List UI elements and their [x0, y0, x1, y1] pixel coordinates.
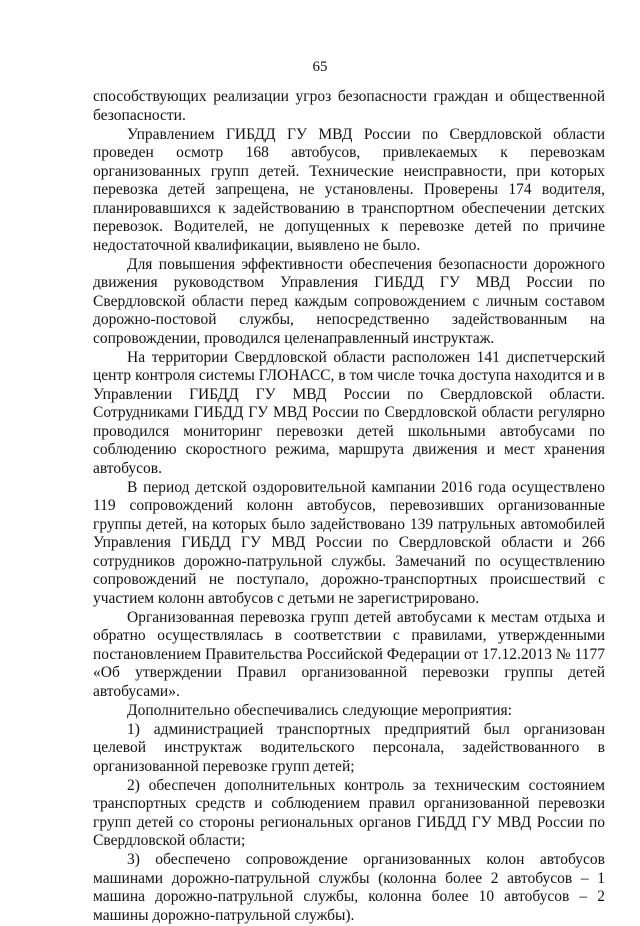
list-item-measure-1: 1) администрацией транспортных предприятий был организован целевой инструктаж водительского персонала, задействованного в организованной перевозке групп детей; — [93, 720, 605, 775]
paragraph-continuation: способствующих реализации угроз безопасности граждан и общественной безопасности. — [93, 88, 605, 124]
document-body — [93, 88, 605, 926]
paragraph-inspection: Управлением ГИБДД ГУ МВД России по Свердловской области проведен осмотр 168 автобусов, привлекаемых к перевозкам организованных групп детей. Технические неисправности, при которых перевозка детей запрещена, не установлены. Проверены 174 водителя, планировавшихся к задействованию в транспортном обеспечении детских перевозок. Водителей, не допущенных к перевозке детей по причине недостаточной квалификации, выявлено не было. — [93, 125, 605, 254]
list-item-measure-2: 2) обеспечен дополнительных контроль за техническим состоянием транспортных средств и соблюдением правил организованной перевозки групп детей со стороны региональных органов ГИБДД ГУ МВД России по Свердловской области; — [93, 776, 605, 849]
page-number: 65 — [312, 59, 328, 75]
paragraph-briefing: Для повышения эффективности обеспечения безопасности дорожного движения руководством Управления ГИБДД ГУ МВД России по Свердловской области перед каждым сопровождением с личным составом дорожно-постовой службы, непосредственно задействованным на сопровождении, проводился целенаправленный инструктаж. — [93, 255, 605, 347]
paragraph-glonass-monitoring: На территории Свердловской области расположен 141 диспетчерский центр контроля системы ГЛОНАСС, в том числе точка доступа находится и в Управлении ГИБДД ГУ МВД России по Свердловской области. Сотрудниками ГИБДД ГУ МВД России по Свердловской области регулярно проводился мониторинг перевозки детей школьными автобусами по соблюдению скоростного режима, маршрута движения и мест хранения автобусов. — [93, 348, 605, 477]
paragraph-regulations: Организованная перевозка групп детей автобусами к местам отдыха и обратно осуществлялась в соответствии с правилами, утвержденными постановлением Правительства Российской Федерации от 17.12.2013 № 1177 «Об утверждении Правил организованной перевозки группы детей автобусами». — [93, 608, 605, 700]
list-item-measure-3: 3) обеспечено сопровождение организованных колон автобусов машинами дорожно-патрульной службы (колонна более 2 автобусов – 1 машина дорожно-патрульной службы, колонна более 10 автобусов – 2 машины дорожно-патрульной службы). — [93, 851, 605, 924]
paragraph-measures-intro: Дополнительно обеспечивались следующие мероприятия: — [127, 701, 512, 719]
paragraph-escort-statistics: В период детской оздоровительной кампании 2016 года осуществлено 119 сопровождений колонн автобусов, перевозивших организованные группы детей, на которых было задействовано 139 патрульных автомобилей Управления ГИБДД ГУ МВД России по Свердловской области и 266 сотрудников дорожно-патрульной службы. Замечаний по осуществлению сопровождений не поступало, дорожно-транспортных происшествий с участием колонн автобусов с детьми не зарегистрировано. — [93, 478, 605, 607]
